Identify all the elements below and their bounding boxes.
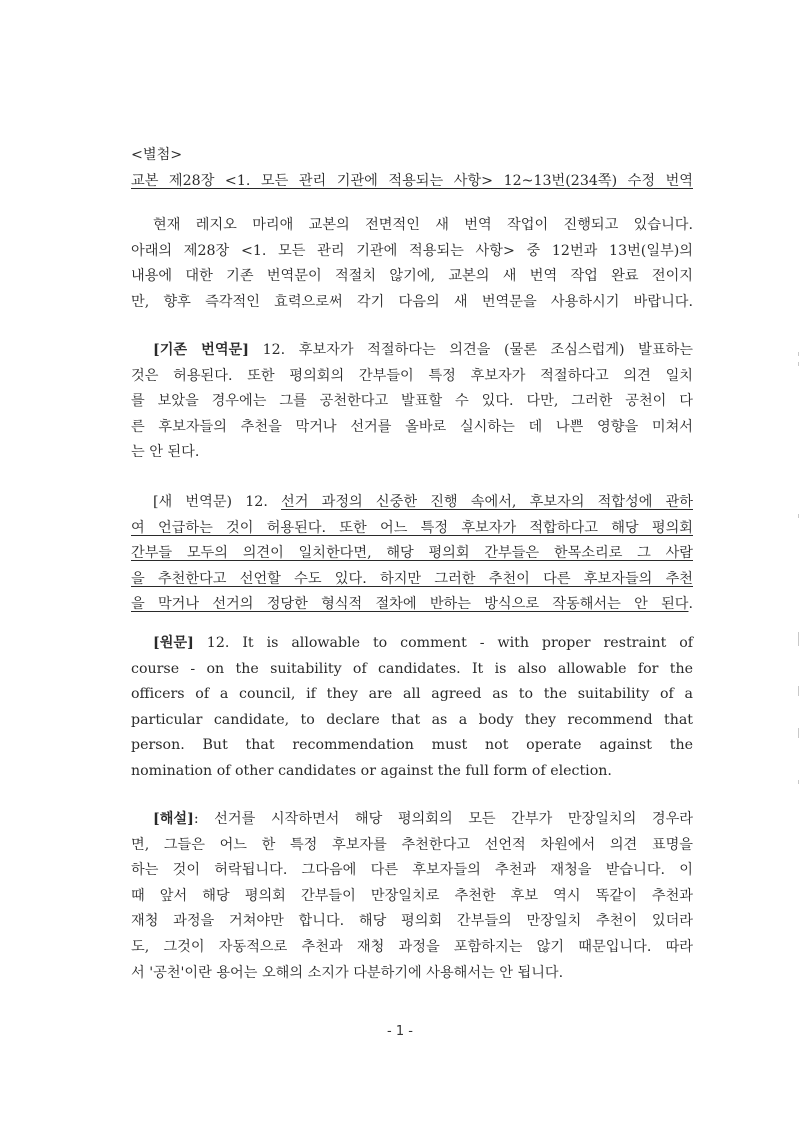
attachment-label: <별첨>: [131, 147, 183, 163]
intro-line: 아래의 제28장 <1. 모든 관리 기관에 적용되는 사항> 중 12번과 13번(일부)의: [131, 242, 693, 259]
commentary-line: 서 '공천'이란 용어는 오해의 소지가 다분하기에 사용해서는 안 됩니다.: [131, 964, 564, 981]
commentary-first-line: [131, 807, 693, 833]
commentary-line: 재청 과정을 거쳐야만 합니다. 해당 평의회 간부들의 만장일치 추천이 있더라: [131, 913, 693, 930]
original-first-line: [131, 631, 693, 657]
new-translation-first-line: [131, 490, 693, 516]
old-translation-first-line: [131, 338, 693, 364]
old-translation-line: 를 보았을 경우에는 그를 공천한다고 발표할 수 있다. 다만, 그러한 공천이 다: [131, 393, 693, 410]
scan-mark: [798, 362, 799, 366]
item-number: 12.: [262, 342, 286, 358]
new-translation-last-line: [131, 592, 693, 618]
scan-mark: [798, 686, 799, 696]
page-number: - 1 -: [387, 1024, 413, 1039]
scan-mark: [798, 352, 799, 356]
original-text: It is allowable to comment - with proper restraint of: [242, 635, 694, 651]
commentary-line: 도, 그것이 자동적으로 추천과 재청 과정을 포함하지는 않기 때문입니다. 따라: [131, 938, 693, 955]
commentary-label: [해설]: [153, 811, 194, 827]
new-translation-paragraph: [131, 490, 693, 618]
new-translation-line: 을 추천한다고 선언할 수도 있다. 하지만 그러한 추천이 다른 후보자들의 추천: [131, 570, 693, 587]
original-line: nomination of other candidates or against the full form of election.: [131, 762, 612, 779]
commentary-paragraph: [131, 807, 693, 986]
item-number: 12.: [245, 494, 268, 510]
intro-line: 내용에 대한 기존 번역문이 적절치 않기에, 교본의 새 번역 작업 완료 전이지: [131, 268, 693, 285]
commentary-line: 때 앞서 해당 평의회 간부들이 만장일치로 추천한 후보 역시 똑같이 추천과: [131, 887, 693, 904]
final-period: .: [688, 596, 693, 613]
commentary-text: 선거를 시작하면서 해당 평의회의 모든 간부가 만장일치의 경우라: [214, 811, 693, 827]
old-translation-line: 것은 허용된다. 또한 평의회의 간부들이 특정 후보자가 적절하다고 의견 일치: [131, 367, 693, 384]
commentary-colon: :: [193, 811, 199, 827]
new-translation-line: 여 언급하는 것이 허용된다. 또한 어느 특정 후보자가 적합하다고 해당 평의회: [131, 519, 693, 536]
new-translation-text: 을 막거나 선거의 정당한 형식적 절차에 반하는 방식으로 작동해서는 안 된다: [131, 596, 689, 613]
original-line: officers of a council, if they are all agreed as to the suitability of a: [131, 686, 693, 703]
attachment-header: [131, 143, 693, 194]
old-translation-label: [기존 번역문]: [153, 342, 249, 358]
old-translation-line: 는 안 된다.: [131, 444, 200, 461]
original-label: [원문]: [153, 635, 194, 651]
commentary-line: 면, 그들은 어느 한 특정 후보자를 추천한다고 선언적 차원에서 의견 표명을: [131, 836, 693, 853]
intro-line: 현재 레지오 마리애 교본의 전면적인 새 번역 작업이 진행되고 있습니다.: [153, 217, 693, 233]
new-translation-line: 간부들 모두의 의견이 일치한다면, 해당 평의회 간부들은 한목소리로 그 사람: [131, 545, 693, 562]
original-line: course - on the suitability of candidates. It is also allowable for the: [131, 660, 693, 677]
commentary-line: 하는 것이 허락됩니다. 그다음에 다른 후보자들의 추천과 재청을 받습니다. 이: [131, 862, 693, 879]
item-number: 12.: [206, 635, 230, 651]
original-line: person. But that recommendation must not operate against the: [131, 737, 693, 754]
intro-paragraph: [131, 213, 693, 315]
original-text-paragraph: [131, 631, 693, 785]
old-translation-text: 후보자가 적절하다는 의견을 (물론 조심스럽게) 발표하는: [298, 342, 693, 358]
scan-mark: [798, 514, 799, 518]
old-translation-paragraph: [131, 338, 693, 466]
old-translation-line: 른 후보자들의 추천을 막거나 선거를 올바로 실시하는 데 나쁜 영향을 미쳐서: [131, 418, 693, 435]
scan-mark: [798, 632, 799, 646]
scan-mark: [798, 780, 799, 784]
new-translation-text: 선거 과정의 신중한 진행 속에서, 후보자의 적합성에 관하: [281, 494, 693, 510]
scan-mark: [798, 728, 799, 738]
new-translation-label: [새 번역문): [153, 494, 233, 510]
original-line: particular candidate, to declare that as a body they recommend that: [131, 711, 693, 728]
document-title: 교본 제28장 <1. 모든 관리 기관에 적용되는 사항> 12~13번(234쪽) 수정 번역: [131, 172, 693, 189]
intro-line: 만, 향후 즉각적인 효력으로써 각기 다음의 새 번역문을 사용하시기 바랍니다.: [131, 293, 693, 310]
